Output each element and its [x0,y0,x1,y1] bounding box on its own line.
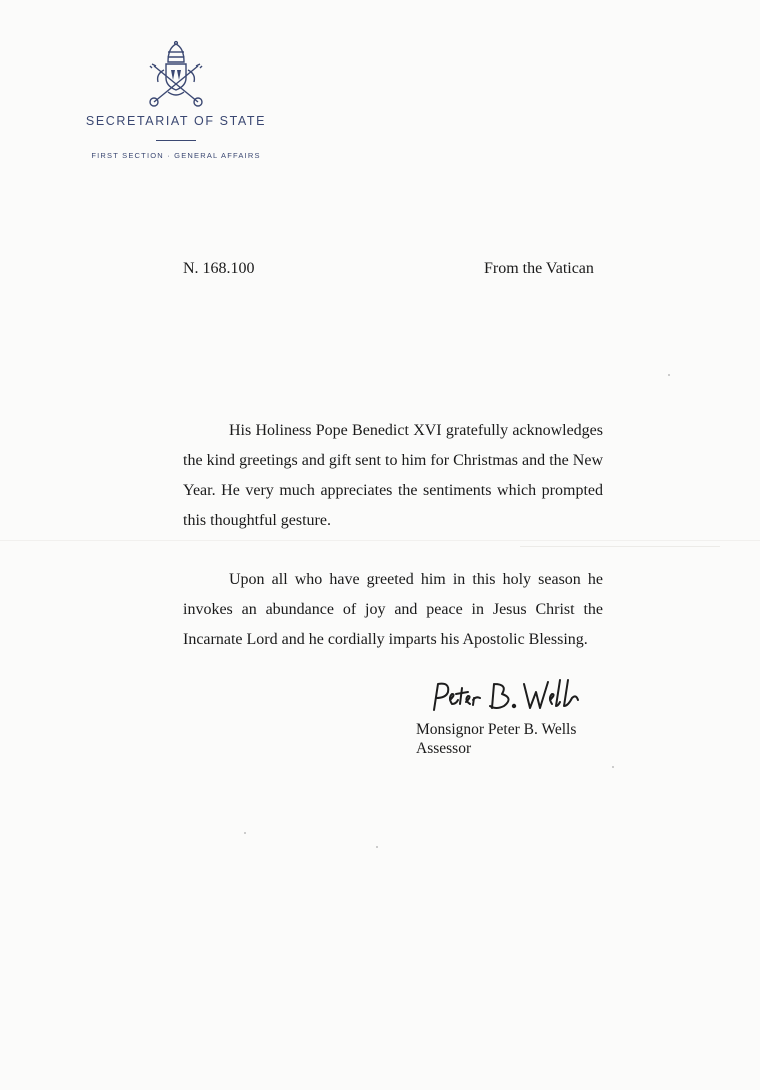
letterhead [64,40,288,160]
letter-paragraph [183,416,603,536]
paper-fold-line [520,546,720,547]
department-title: SECRETARIAT OF STATE [85,114,267,128]
reference-number: N. 168.100 [183,260,255,277]
letterhead-divider [156,140,196,141]
signatory-name: Monsignor Peter B. Wells [416,721,577,738]
paper-speck [244,832,246,834]
paper-fold-line [0,540,760,541]
paper-speck [612,766,614,768]
signatory-title: Assessor [416,740,472,757]
papal-coat-of-arms-icon [144,40,208,110]
letter-paragraph [183,565,603,655]
paragraph-text: Upon all who have greeted him in this holy season he invokes an abundance of joy and peace in Jesus Christ the Incarnate Lord and he cordially imparts his Apostolic Blessing. [183,571,603,648]
handwritten-signature [426,676,586,720]
department-subtitle: FIRST SECTION · GENERAL AFFAIRS [91,151,261,160]
paper-speck [668,374,670,376]
place-line: From the Vatican [484,260,594,277]
paragraph-text: His Holiness Pope Benedict XVI gratefully acknowledges the kind greetings and gift sent to him for Christmas and the New Year. He very much appreciates the sentiments which prompted this thoughtful gesture. [183,422,603,529]
paper-speck [376,846,378,848]
